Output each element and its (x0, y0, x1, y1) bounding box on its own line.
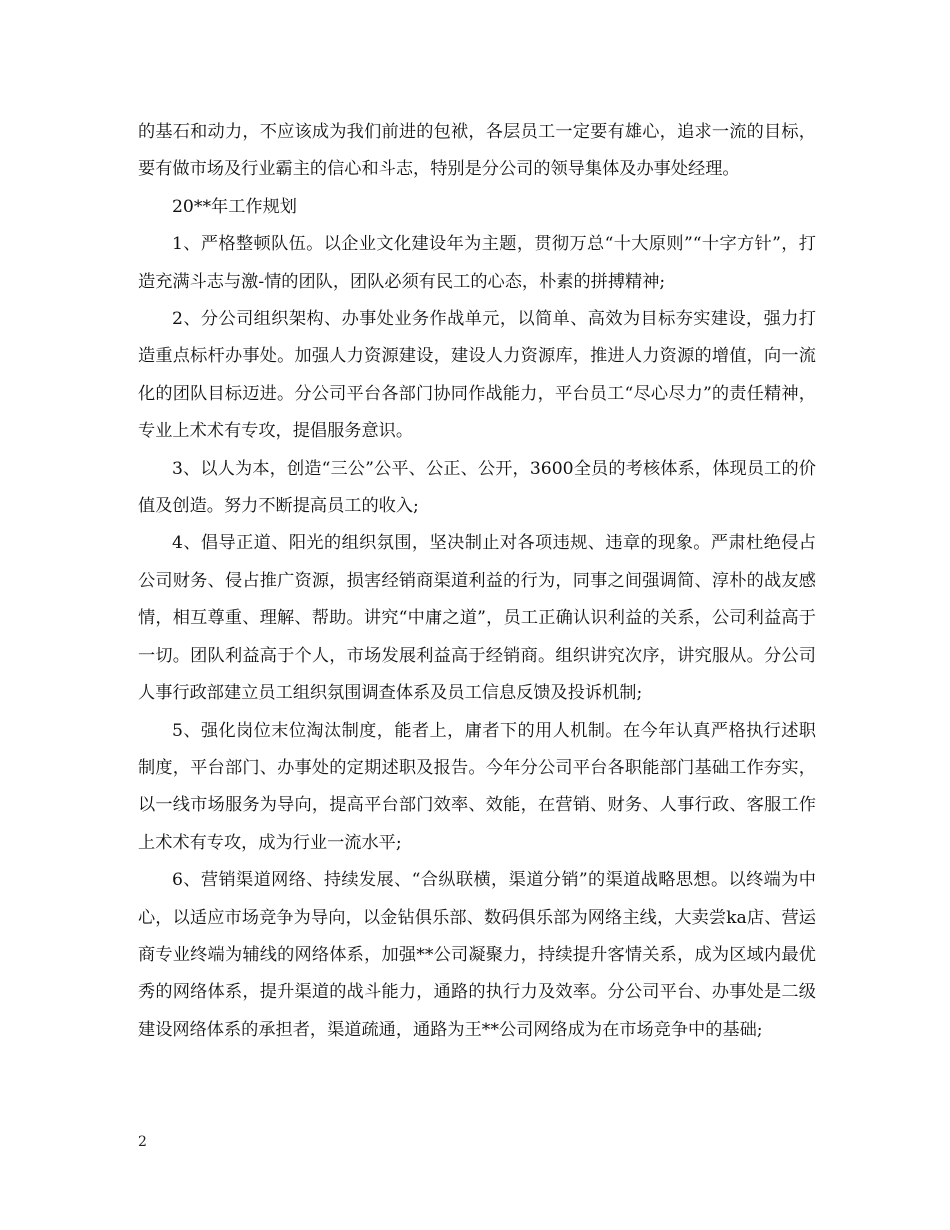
section-heading: 20**年工作规划 (172, 196, 297, 217)
body-paragraph: 6、营销渠道网络、持续发展、“合纵联横，渠道分销”的渠道战略思想。以终端为中心，以适应市场竞争为导向，以金钻俱乐部、数码俱乐部为网络主线，大卖尝ka店、营运商专业终端为辅线的网络体系，加强**公司凝聚力，持续提升客情关系，成为区域内最优秀的网络体系，提升渠道的战斗能力，通路的执行力及效率。分公司平台、办事处是二级建设网络体系的承担者，渠道疏通，通路为王**公司网络成为在市场竞争中的基础; (138, 870, 816, 1040)
page-number: 2 (138, 1134, 147, 1150)
body-paragraph: 4、倡导正道、阳光的组织氛围，坚决制止对各项违规、违章的现象。严肃杜绝侵占公司财务、侵占推广资源，损害经销商渠道利益的行为，同事之间强调简、淳朴的战友感情，相互尊重、理解、帮助。讲究“中庸之道”，员工正确认识利益的关系，公司利益高于一切。团队利益高于个人，市场发展利益高于经销商。组织讲究次序，讲究服从。分公司人事行政部建立员工组织氛围调查体系及员工信息反馈及投诉机制; (138, 533, 816, 704)
body-paragraph: 3、以人为本，创造“三公”公平、公正、公开，3600全员的考核体系，体现员工的价值及创造。努力不断提高员工的收入; (138, 458, 816, 517)
body-paragraph: 2、分公司组织架构、办事处业务作战单元，以简单、高效为目标夯实建设，强力打造重点标杆办事处。加强人力资源建设，建设人力资源库，推进人力资源的增值，向一流化的团队目标迈进。分公司平台各部门协同作战能力，平台员工“尽心尽力”的责任精神，专业上术术有专攻，提倡服务意识。 (138, 309, 816, 442)
body-paragraph: 1、严格整顿队伍。以企业文化建设年为主题，贯彻万总“十大原则”“十字方针”，打造充满斗志与激-情的团队，团队必须有民工的心态，朴素的拼搏精神; (138, 234, 816, 292)
document-body (138, 114, 816, 1049)
body-paragraph: 5、强化岗位末位淘汰制度，能者上，庸者下的用人机制。在今年认真严格执行述职制度，平台部门、办事处的定期述职及报告。今年分公司平台各职能部门基础工作夯实，以一线市场服务为导向，提高平台部门效率、效能，在营销、财务、人事行政、客服工作上术术有专攻，成为行业一流水平; (138, 720, 816, 853)
body-paragraph: 的基石和动力，不应该成为我们前进的包袱，各层员工一定要有雄心，追求一流的目标，要有做市场及行业霸主的信心和斗志，特别是分公司的领导集体及办事处经理。 (138, 122, 816, 180)
